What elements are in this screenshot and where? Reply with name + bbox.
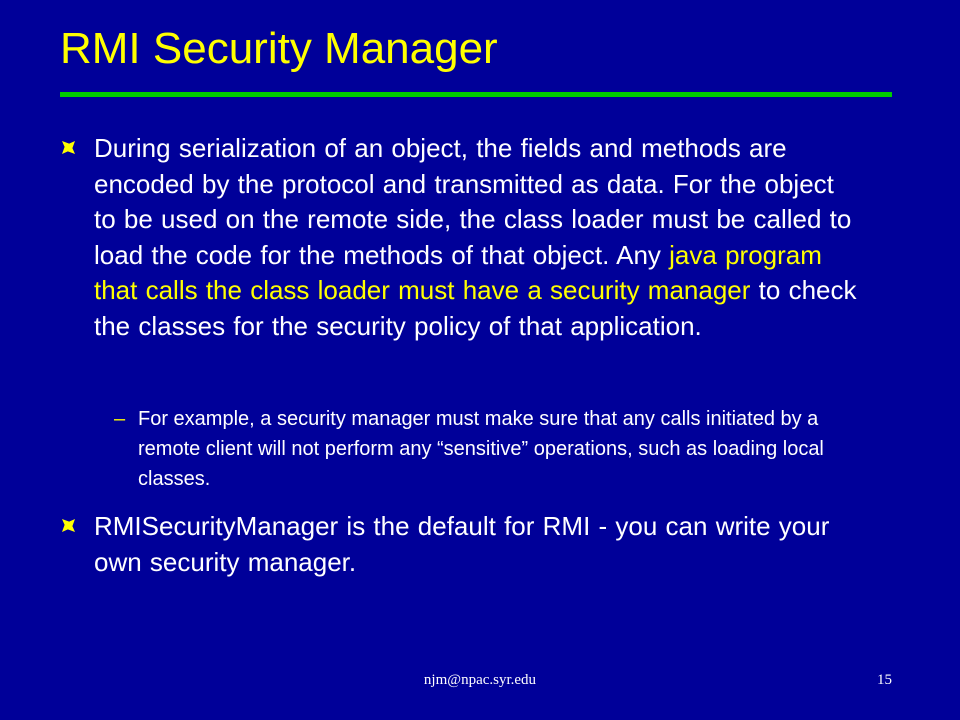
diamond-bullet-icon [62, 141, 75, 154]
bullet-text-part: to check the classes for the security policy of that application. [94, 275, 857, 341]
bullet-text-part: During serialization of an object, the fields and methods are encoded by the protocol and transmitted as data. For the object to be used on the remote side, the class loader must be called to load the code for the methods of that object. Any [94, 133, 852, 270]
page-number: 15 [877, 672, 892, 688]
dash-marker: – [114, 408, 126, 430]
slide-title: RMI Security Manager [60, 24, 498, 73]
sub-bullet-text: For example, a security manager must make sure that any calls initiated by a remote client will not perform any “sensitive” operations, such as loading local classes. [138, 408, 824, 490]
diamond-bullet-icon [62, 519, 75, 532]
bullet-item [62, 131, 862, 344]
highlighted-text: java program that calls the class loader must have a security manager [94, 239, 822, 305]
footer-email: njm@npac.syr.edu [423, 672, 537, 688]
bullet-text [94, 131, 862, 344]
sub-bullet-item [114, 404, 884, 494]
bullet-item [62, 509, 862, 580]
title-underline [60, 92, 892, 97]
bullet-text: RMISecurityManager is the default for RMI - you can write your own security manager. [94, 511, 830, 577]
